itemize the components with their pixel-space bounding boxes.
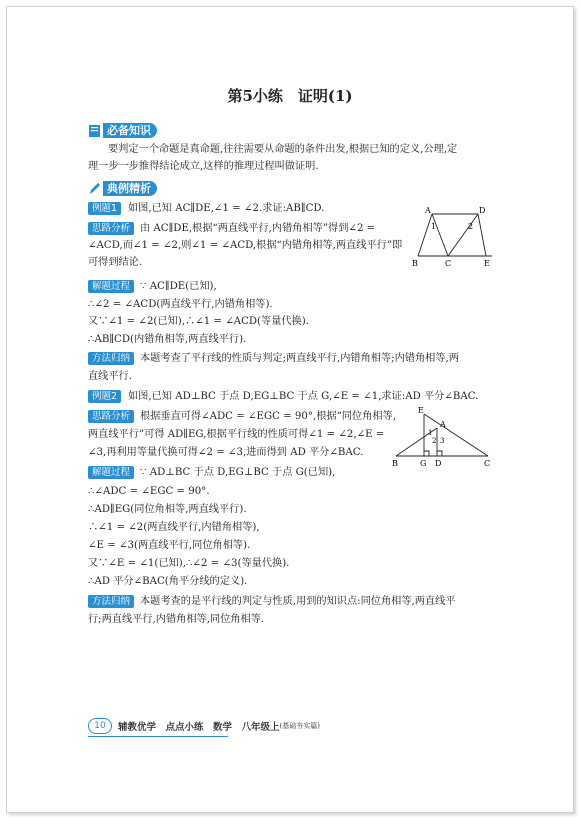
footer-divider bbox=[88, 736, 228, 737]
summary-line-2: 行;两直线平行,内错角相等,同位角相等. bbox=[88, 614, 265, 625]
point-E-label: E bbox=[484, 259, 490, 268]
section-label: 典例精析 bbox=[103, 181, 157, 196]
angle-1-label: 1 bbox=[431, 222, 437, 231]
point-A-label: A bbox=[440, 420, 446, 429]
angle-2-label: 2 bbox=[432, 437, 437, 445]
analysis-line-2: ∠ACD,而∠1 = ∠2,则∠1 = ∠ACD,根据“内错角相等,两直线平行”即 bbox=[88, 240, 403, 251]
point-E-label: E bbox=[418, 406, 424, 415]
proof-line-3: ∴AD∥EG(同位角相等,两直线平行). bbox=[88, 504, 247, 515]
proof-tag: 解题过程 bbox=[88, 466, 134, 479]
example-1-tag: 例题1 bbox=[88, 202, 121, 215]
footer-book-title: 辅教优学 点点小练 数学 八年级上 bbox=[118, 722, 280, 733]
point-C-label: C bbox=[484, 459, 491, 468]
point-B-label: B bbox=[392, 459, 398, 468]
page-title: 第5小练 证明(1) bbox=[227, 87, 353, 105]
point-D-label: D bbox=[479, 206, 486, 215]
proof-line-6: 又∵∠E = ∠1(已知),∴∠2 = ∠3(等量代换). bbox=[88, 558, 290, 569]
proof-line-2: ∴∠ADC = ∠EGC = 90°. bbox=[88, 486, 210, 497]
point-A-label: A bbox=[425, 206, 431, 215]
angle-1-label: 1 bbox=[428, 429, 433, 437]
point-D-label: D bbox=[435, 459, 442, 468]
proof-tag: 解题过程 bbox=[88, 280, 134, 293]
proof-line-1: ∵ AC∥DE(已知), bbox=[140, 281, 217, 292]
section-label: 必备知识 bbox=[103, 123, 157, 138]
section-example-analysis bbox=[88, 181, 157, 196]
summary-line-2: 直线平行. bbox=[88, 371, 132, 382]
analysis-line-1: 由 AC∥DE,根据“两直线平行,内错角相等”得到∠2 = bbox=[140, 223, 376, 234]
book-icon bbox=[88, 123, 101, 138]
example-1-question: 如图,已知 AC∥DE,∠1 = ∠2.求证:AB∥CD. bbox=[128, 203, 325, 214]
example-2-tag: 例题2 bbox=[88, 390, 121, 403]
point-C-label: C bbox=[445, 259, 452, 268]
summary-line-1: 本题考查的是平行线的判定与性质,用到的知识点:同位角相等,两直线平 bbox=[140, 596, 456, 607]
proof-line-4: ∴∠1 = ∠2(两直线平行,内错角相等), bbox=[88, 522, 260, 533]
example-2-question: 如图,已知 AD⊥BC 于点 D,EG⊥BC 于点 G,∠E = ∠1,求证:AD 平分∠BAC. bbox=[128, 391, 479, 402]
angle-3-label: 3 bbox=[440, 437, 445, 445]
summary-tag: 方法归纳 bbox=[88, 595, 134, 608]
point-G-label: G bbox=[420, 459, 427, 468]
pencil-icon bbox=[88, 181, 101, 196]
proof-line-4: ∴AB∥CD(内错角相等,两直线平行). bbox=[88, 334, 247, 345]
proof-line-5: ∠E = ∠3(两直线平行,同位角相等). bbox=[88, 540, 251, 551]
figure-1-diagram bbox=[400, 202, 500, 270]
point-B-label: B bbox=[412, 259, 418, 268]
summary-tag: 方法归纳 bbox=[88, 352, 134, 365]
analysis-tag: 思路分析 bbox=[88, 222, 134, 235]
proof-line-1: ∵ AD⊥BC 于点 D,EG⊥BC 于点 G(已知), bbox=[140, 467, 336, 478]
proof-line-3: 又∵∠1 = ∠2(已知),∴∠1 = ∠ACD(等量代换). bbox=[88, 316, 309, 327]
proof-line-2: ∴∠2 = ∠ACD(两直线平行,内错角相等). bbox=[88, 299, 273, 310]
page-number: 10 bbox=[88, 718, 112, 734]
knowledge-line-2: 理一步一步推得结论成立,这样的推理过程叫做证明. bbox=[88, 161, 319, 172]
figure-2-diagram bbox=[390, 404, 495, 470]
angle-2-label: 2 bbox=[468, 222, 474, 231]
analysis-line-3: ∠3,再利用等量代换可得∠2 = ∠3,进而得到 AD 平分∠BAC. bbox=[88, 447, 364, 458]
analysis-line-1: 根据垂直可得∠ADC = ∠EGC = 90°,根据“同位角相等, bbox=[140, 411, 396, 422]
knowledge-line-1: 要判定一个命题是真命题,往往需要从命题的条件出发,根据已知的定义,公理,定 bbox=[108, 144, 458, 155]
summary-line-1: 本题考查了平行线的性质与判定;两直线平行,内错角相等;内错角相等,两 bbox=[140, 353, 459, 364]
analysis-line-2: 两直线平行”可得 AD∥EG,根据平行线的性质可得∠1 = ∠2,∠E = bbox=[88, 429, 385, 440]
proof-line-7: ∴AD 平分∠BAC(角平分线的定义). bbox=[88, 576, 248, 587]
analysis-tag: 思路分析 bbox=[88, 410, 134, 423]
footer bbox=[88, 718, 320, 734]
footer-edition: (基础夯实篇) bbox=[279, 722, 320, 730]
section-required-knowledge bbox=[88, 123, 157, 138]
analysis-line-3: 可得到结论. bbox=[88, 257, 143, 268]
